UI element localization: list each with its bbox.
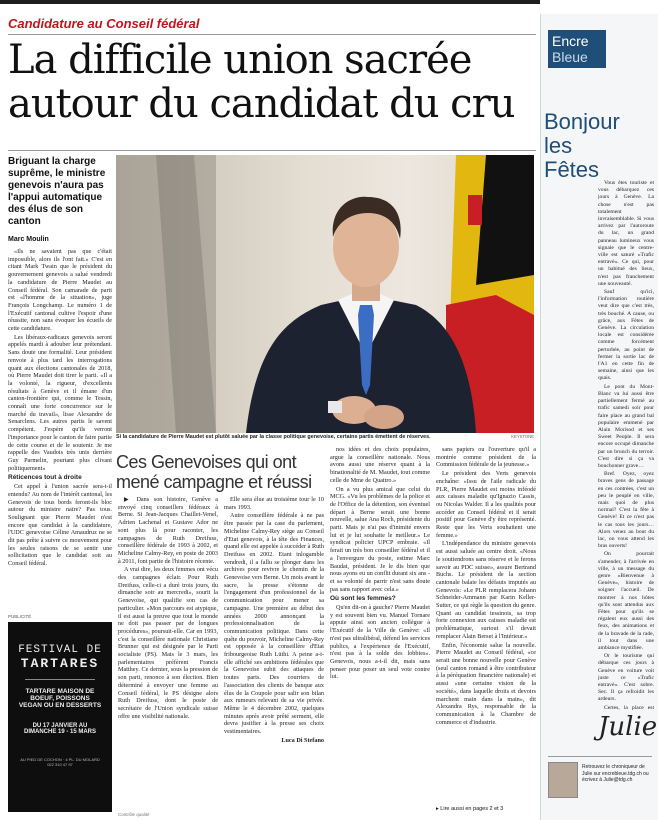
ad-title-2: TARTARES — [20, 656, 100, 671]
caption-text: Si la candidature de Pierre Maudet est plutôt saluée par la classe politique genevoise, certains partis émettent de réserves. — [116, 434, 431, 440]
logo-line-2: Bleue — [552, 49, 588, 65]
advertisement[interactable] — [8, 622, 112, 812]
photo-caption — [116, 434, 534, 440]
col5-para: L'indépendance du ministre genevois est aussi saluée au centre droit. «Nous le soutiendrons sans réserve et le ferons savoir au PDC suisse», assure Bertrand Buchs. Le président de la section cantonale balaie les défauts imputés au Genevois: «Le PLR remplacera Johann Schneider-Ammann par Karin Keller-Sutter, ce qui règle la question du genre. Quant au candidat tessinois, sa trop forte connexion aux caisses maladie est problématique, surtout s'il devait remplacer Alain Berset à l'Intérieur.» — [436, 540, 536, 640]
sidebar-para: On pourrait s'amender, à l'arrivée en ville, à un message du genre «Bienvenue à Genève», histoire de soigner l'accueil. De montrer à nos hôtes qu'ils sont attendus aux Fêtes pour qu'ils se régalent eux aussi des feux, des animations et de la bravade de la rade, il tout dans une ambiance mystifiée. — [598, 551, 654, 651]
sidebar-title-1: Bonjour — [544, 109, 620, 134]
dek: Briguant la charge suprême, le ministre genevois n'aura pas l'appui automatique des élus de son canton — [8, 156, 106, 227]
col4-para: Qu'en dit-on à gauche? Pierre Maudet y est souvent bien vu. Manuel Tornare appuie ainsi son ancien collègue à l'Exécutif de la Ville de Genève: «Il n'est pas ultralibéral, défend les services publics, a l'expérience de l'Exécutif, n'est pas à la solde des lobbies». Genevois, nous a-t-il dit, mais sans penser pour poser un seul vote contre lui. — [330, 604, 430, 681]
column-5 — [436, 446, 536, 806]
column-2 — [118, 496, 218, 816]
col2-para — [118, 496, 218, 565]
headline — [8, 38, 538, 126]
headline-line-1: La difficile union sacrée — [8, 37, 472, 83]
ad-divider — [25, 679, 95, 680]
arrow-icon: ▸ — [436, 806, 439, 812]
col2-para-text: Dans son histoire, Genève a envoyé cinq conseillers fédéraux à Berne. Si Jean-Jacques Chaillet-Venel, Adrien Lachenal et Gustave Ador ne sont plus là pour raconter, les campagnes de Ruth Dreifuss, conseillère fédérale de 1993 à 2002, et Micheline Calmy-Rey, en poste de 2003 à 2011, font partie de l'histoire récente. — [118, 496, 218, 565]
col1-subhead: Réticences tout à droite — [8, 474, 82, 482]
bullet-icon: ▶ — [124, 496, 137, 503]
inset-subhead: Ces Genevoises qui ont mené campagne et réussi — [116, 452, 312, 492]
ad-title-1: FESTIVAL DE — [18, 644, 102, 656]
col5-para: sans papiers ou l'ouverture qu'il a montrée comme président de la Commission fédérale de la jeunesse.» — [436, 446, 536, 469]
col2-para: A vrai dire, les deux femmes ont vécu des campagnes éclair. Pour Ruth Dreifuss, celle-ci a duré trois jours, du dimanche soir au mercredi», sourit la Genevoise, qui qualifie son cas de particulier. «Mon parcours est atypique, il est aussi la preuve que tout le monde ne doit pas passer par de longues procédures», poursuit-elle. Car en 1993, c'est la conseillère nationale Christiane Brunner qui est désignée par le Parti socialiste (PS). Mais le 3 mars, les parlementaires préfèrent Francis Matthey. Ce dernier, sous la pression de son parti, renonce à son élection. Bien déterminé à envoyer une femme au Conseil fédéral, le PS désigne alors Ruth Dreifuss, dont le poste de secrétaire de l'Union syndicale suisse offre une visibilité nationale. — [118, 566, 218, 720]
kicker-rule — [8, 34, 536, 35]
col4-para: nos idées et des choix populaires, argue la conseillère nationale. Nous avons aussi une réserve quant à la binationalité de M. Maudet, tout comme celle de Mme de Quattro.» — [330, 446, 430, 484]
photo-credit: KEYSTONE — [511, 434, 534, 439]
col3-para: Elle sera élue au troisième tour le 10 mars 1993. — [224, 496, 324, 511]
column-1 — [8, 248, 112, 614]
kicker: Candidature au Conseil fédéral — [8, 16, 200, 31]
ad-dates: DU 17 JANVIER AU DIMANCHE 19 - 15 MARS — [23, 723, 96, 735]
sidebar-para: Sauf qu'ici, l'information routière veut dire que c'est très, très bouché. A cause, ou grâce, aux Fêtes de Genève. La circulation locale est considérée comme forcément perturbée, au point de fermer la sortie lac de l'A1 en cette fin de semaine, ainsi que les quais. — [598, 289, 654, 382]
sidebar-para: Or le tourisme qui débarque ces jours à Genève en voiture voit juste ce «Trafic entravé». C'est sobre. Sec. Il ça refroidit les ardeurs. — [598, 653, 654, 703]
read-more-note[interactable] — [436, 806, 503, 812]
sidebar-para: Certes, la place est — [604, 704, 654, 710]
photo-pierre-maudet — [116, 155, 534, 433]
col1-para: Les libéraux-radicaux genevois seront appelés mardi à adouber leur prétendant. Sans doute une formalité. Leur président renvoie à plus tard les interrogations quant aux élections cantonales de 2018, où Pierre Maudet doit tirer le parti. «Il a la volonté, la rigueur, d'excellents résultats à Genève et il émane d'un canton-frontière qui, comme le Tessin, connaît une forte concurrence sur le marché du travail», lisse Alexandre de Senarclens. Les autres partis le savent compétent. J'espère qu'ils verront l'importance pour le canton de faire partie de cette course et de le soutenir. Je me rappelle des Vaudois très unis derrière Guy Parmelin, pourtant plus clivant politiquement» — [8, 333, 112, 472]
column-3 — [224, 496, 324, 816]
logo-line-1: Encre — [552, 33, 589, 49]
col3-para: Autre conseillère fédérale à ne pas être passée par la case du parlement, Micheline Calmy-Rey siège au Conseil d'Etat genevois, à la tête des Finances, quand elle est appelée à succéder à Ruth Dreifuss en 2002. Etant inlogamble vendredi, il a fallu se plonger dans les archives pour revivre le chemin de la Genevoise vers Berne. Un mois avant le sacre, la presse s'étonne de l'engagement d'un professionnel de la communication pour mener sa campagne. Une première au début des années 2000 annonçant la professionnalisation de la communication politique. Dans cette quête du pouvoir, Micheline Calmy-Rey est opposée à la conseillère d'Etat fribourgeoise Ruth Lüthi. A peine a-t-elle affiché ses ambitions fédérales que la Genevoise subit des attaques de toutes parts. Des courriers de l'association des clients de banque aux élus de la Coupole pour salir son bilan aux rumeurs relevant de sa vie privée. Même le 4 décembre 2002, quelques minutes après avoir prêté serment, elle devra justifier à la presse ses choix vestimentaires. — [224, 512, 324, 736]
ad-label: PUBLICITÉ — [8, 614, 32, 619]
ad-sub-3: VEGAN OU EN DESSERTS — [18, 702, 102, 709]
sidebar-para: Bref. Oyez, oyez braves gens de passage en ces contrées, c'est un peu le peuplé en ville, mais quoi de plus normal? C'est la fête à Genève! Et ce n'est pas le cas tous les jours… Alors venez au bout du lac, on vous attend les bras ouverts! — [598, 471, 654, 550]
top-band — [0, 0, 540, 4]
sidebar-para: Le pont du Mont-Blanc va lui aussi être partiellement fermé au trafic samedi soir pour faire place au grand bal populaire emmené par Alain Morisod et ses Sweet People. Il sera encore occupé dimanche par un brunch du terroir. C'est dire si ça va bouchonner grave… — [598, 383, 654, 469]
ad-address: AU PIED DE COCHON · 4 PL. DU MOLARD — [20, 757, 100, 762]
sidebar-column — [598, 180, 654, 710]
col1-para: Cet appel à l'union sacrée sera-t-il entendu? Au nom de l'intérêt cantonal, les Genevois de tous bords feront-ils bloc autour du ministre naïre? Pas tous. Soulignant que Pierre Maudet n'est encore que candidat à la candidature, l'UDC genevoise Céline Amaudruz ne se dit pas prête à suivre ce mouvement pour les seules raisons de se sentir une sollicitation que le candidat soit au Conseil fédéral. — [8, 483, 112, 568]
encre-bleue-logo — [548, 30, 606, 68]
ad-sub-2: BOEUF, POISSONS — [30, 695, 90, 702]
col4-subhead: Où sont les femmes? — [330, 595, 396, 603]
sidebar-title-2: les — [544, 133, 573, 158]
sidebar-para: Vous êtes touriste et vous débarquez ces jours à Genève. La chose n'est pas totalement invraisemblable. Si vous arrivez par l'autoroute du lac, un grand panneau lumineux vous signale que le centre-ville est saturé «Trafic entravé». Ce qui, pour un habitué des lieux, n'est pas franchement une nouveauté. — [598, 180, 654, 287]
sidebar-title-3: Fêtes — [544, 157, 600, 182]
col3-signature: Luca Di Stefano — [281, 736, 324, 744]
footer-quality: Contrôle qualité — [118, 812, 150, 817]
ad-phone: 022 310 47 97 — [47, 762, 73, 767]
byline: Marc Moulin — [8, 236, 49, 243]
headline-line-2: autour du candidat du cru — [8, 81, 515, 127]
sidebar-title — [544, 110, 620, 182]
col5-para: Le président des Verts genevois enchaîne: «Issu de l'aile radicale du PLR, Pierre Maudet est moins inféodé aux caisses maladie qu'Ignazio Cassis, ou Nicolas Walder. Il a les qualités pour accéder au Conseil fédéral et il serait positif pour Genève d'y être représenté. Reste que les Verts souhaitent une femme.» — [436, 470, 536, 539]
sidebar-footer[interactable]: Retrouvez le chroniqueur de Julie sur encrebleue.tdg.ch ou écrivez à Julie@tdg.ch — [582, 764, 649, 783]
column-4 — [330, 446, 430, 816]
ad-sub-1: TARTARE MAISON DE — [25, 688, 95, 695]
read-more-text: Lire aussi en pages 2 et 3 — [440, 806, 504, 812]
col4-para: On a vu plus amical que celui du MCG. «Vu les problèmes de la police et de l'Office de la détention, son éventuel départ à Berne serait une bonne nouvelle, salue Ana Roch, présidente du parti. Mais je n'ai pas d'inimité envers lui et je lui souhaite le meilleur.» Le syndicat policier UPCP embraie. «Il ferait un très bon conseiller fédéral et il a l'envergure du poste, estime Marc Baudat, président. Je le dis bien que nous ayons eu un conflit durant six ans - et sa volonté de parrir n'est sans doute pas sans rapport avec cela.» — [330, 485, 430, 593]
col5-para: Enfin, l'économie salue la nouvelle. Pierre Maudet au Conseil fédéral, «ce serait une bonne nouvelle pour Genève (seul canton romand à être contributeur à la péréquation financière nationale) et aussi «une certaine vision de la société», dans laquelle droits et devoirs marchent main dans la main», dit Alexandra Rys, responsable de la communication à la Chambre de commerce et d'industrie. — [436, 641, 536, 726]
headline-rule — [8, 150, 536, 151]
photo-illustration — [116, 155, 534, 433]
sidebar-author-avatar — [548, 762, 578, 798]
sidebar-footer-rule — [548, 756, 652, 757]
signature-julie: Julie — [598, 712, 658, 742]
col1-para: «Ils ne savaient pas que c'était impossible, alors ils l'ont fait.» C'est en citant Mark Twain que le président du gouvernement genevois a salué vendredi la candidature de Pierre Maudet au Conseil fédéral. Son camarade de parti est «l'homme de la situation», juge François Longchamp. Le numéro 1 de l'Exécutif cantonal cultive l'espoir d'une réussite, non sans évoquer les écueils de cette candidature. — [8, 248, 112, 333]
